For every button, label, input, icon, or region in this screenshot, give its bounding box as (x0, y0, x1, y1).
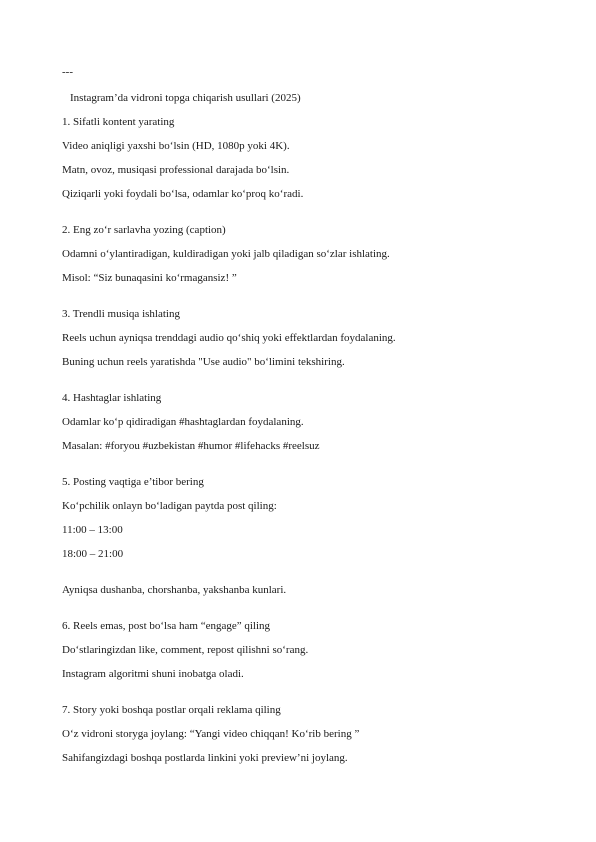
section-7-line: O‘z vidroni storyga joylang: “Yangi video chiqqan! Ko‘rib bering ” (62, 728, 360, 740)
section-5-line: 11:00 – 13:00 (62, 524, 123, 536)
section-1-line: Matn, ovoz, musiqasi professional darajada bo‘lsin. (62, 164, 290, 176)
section-3-heading: 3. Trendli musiqa ishlating (62, 308, 180, 320)
separator: --- (62, 66, 73, 78)
section-1-heading: 1. Sifatli kontent yarating (62, 116, 175, 128)
section-3-line: Buning uchun reels yaratishda "Use audio" bo‘limini tekshiring. (62, 356, 345, 368)
section-6-line: Do‘stlaringizdan like, comment, repost qilishni so‘rang. (62, 644, 309, 656)
section-7-heading: 7. Story yoki boshqa postlar orqali reklama qiling (62, 704, 281, 716)
section-1-line: Qiziqarli yoki foydali bo‘lsa, odamlar ko‘proq ko‘radi. (62, 188, 304, 200)
section-4-line: Masalan: #foryou #uzbekistan #humor #lifehacks #reelsuz (62, 440, 320, 452)
section-7-line: Sahifangizdagi boshqa postlarda linkini yoki preview’ni joylang. (62, 752, 348, 764)
section-5-note: Ayniqsa dushanba, chorshanba, yakshanba kunlari. (62, 584, 287, 596)
section-2-line: Misol: “Siz bunaqasini ko‘rmagansiz! ” (62, 272, 237, 284)
section-5-heading: 5. Posting vaqtiga e’tibor bering (62, 476, 204, 488)
document-title: Instagram’da vidroni topga chiqarish usullari (2025) (70, 92, 301, 104)
section-2-line: Odamni o‘ylantiradigan, kuldiradigan yoki jalb qiladigan so‘zlar ishlating. (62, 248, 390, 260)
section-4-heading: 4. Hashtaglar ishlating (62, 392, 162, 404)
section-2-heading: 2. Eng zo‘r sarlavha yozing (caption) (62, 224, 226, 236)
section-6-line: Instagram algoritmi shuni inobatga oladi. (62, 668, 244, 680)
section-5-line: 18:00 – 21:00 (62, 548, 124, 560)
section-3-line: Reels uchun ayniqsa trenddagi audio qo‘shiq yoki effektlardan foydalaning. (62, 332, 396, 344)
section-6-heading: 6. Reels emas, post bo‘lsa ham “engage” qiling (62, 620, 271, 632)
section-4-line: Odamlar ko‘p qidiradigan #hashtaglardan foydalaning. (62, 416, 304, 428)
section-1-line: Video aniqligi yaxshi bo‘lsin (HD, 1080p yoki 4K). (62, 140, 290, 152)
section-5-line: Ko‘pchilik onlayn bo‘ladigan paytda post qiling: (62, 500, 277, 512)
